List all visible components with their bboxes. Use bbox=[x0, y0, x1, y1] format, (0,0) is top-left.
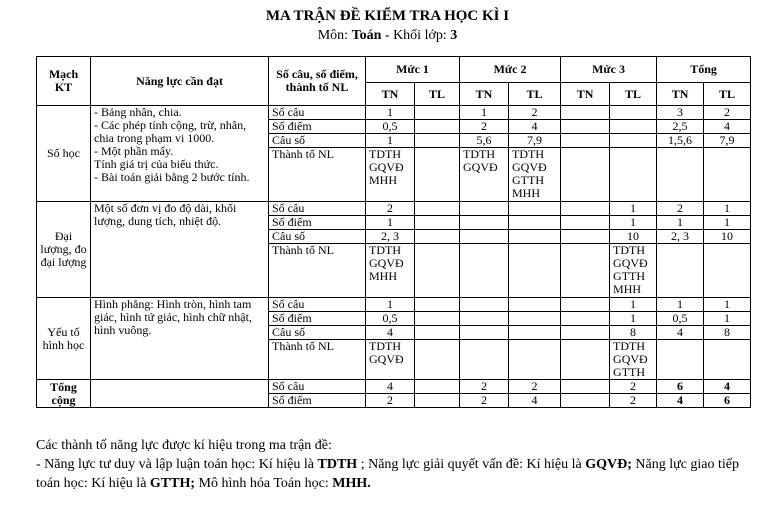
value-cell: 7,9 bbox=[704, 134, 751, 148]
competency-code: TDTH bbox=[369, 243, 401, 257]
total-value-cell: 6 bbox=[704, 394, 751, 408]
value-cell: 2, 3 bbox=[657, 230, 704, 244]
value-cell: 2, 3 bbox=[366, 230, 415, 244]
competency-code-cell bbox=[509, 244, 561, 298]
competency-code: TDTH bbox=[463, 147, 496, 161]
value-cell bbox=[415, 230, 460, 244]
value-cell bbox=[561, 326, 610, 340]
value-cell: 1 bbox=[704, 202, 751, 216]
competency-line: - Bài toán giải bằng 2 bước tính. bbox=[94, 170, 250, 184]
total-value-cell bbox=[415, 394, 460, 408]
competency-code-cell bbox=[657, 244, 704, 298]
competency-line: - Bảng nhân, chia. bbox=[94, 105, 182, 119]
header-muc1: Mức 1 bbox=[366, 57, 460, 83]
total-value-cell: 4 bbox=[366, 380, 415, 394]
value-cell bbox=[561, 216, 610, 230]
value-cell bbox=[509, 202, 561, 216]
competency-line: Hình phẳng: Hình tròn, hình tam giác, hình tứ giác, hình chữ nhật, hình vuông. bbox=[94, 297, 252, 337]
value-cell bbox=[561, 120, 610, 134]
value-cell bbox=[460, 202, 509, 216]
table-row bbox=[37, 202, 751, 216]
competency-code: GQVĐ bbox=[369, 160, 404, 174]
value-cell bbox=[610, 120, 657, 134]
section-name: Đại lượng, đo đại lượng bbox=[37, 202, 91, 298]
value-cell: 1 bbox=[610, 216, 657, 230]
value-cell: 10 bbox=[610, 230, 657, 244]
notes-text: - Năng lực tư duy và lập luận toán học: Kí hiệu là bbox=[36, 457, 318, 472]
competency-code-cell bbox=[366, 244, 415, 298]
competency-code-cell bbox=[704, 148, 751, 202]
value-cell: 1 bbox=[657, 298, 704, 312]
competency-code: MHH bbox=[512, 186, 541, 200]
notes-key: MHH. bbox=[332, 476, 371, 491]
value-cell bbox=[415, 326, 460, 340]
competency-code: GQVĐ bbox=[613, 256, 648, 270]
row-label: Thành tố NL bbox=[269, 244, 366, 298]
value-cell bbox=[415, 312, 460, 326]
competency-code: MHH bbox=[369, 269, 398, 283]
value-cell: 2 bbox=[366, 202, 415, 216]
row-label: Số câu bbox=[269, 106, 366, 120]
notes-line1: Các thành tố năng lực được kí hiệu trong ma trận đề: bbox=[36, 438, 332, 453]
section-competencies bbox=[91, 202, 269, 298]
value-cell: 1 bbox=[610, 298, 657, 312]
row-label: Số câu bbox=[269, 380, 366, 394]
notes-key: TDTH bbox=[317, 457, 358, 472]
value-cell: 2 bbox=[704, 106, 751, 120]
table-row bbox=[37, 298, 751, 312]
competency-code: GQVĐ bbox=[369, 256, 404, 270]
competency-code: GQVĐ bbox=[463, 160, 498, 174]
total-label: Tổng cộng bbox=[37, 380, 91, 408]
row-label: Số điểm bbox=[269, 120, 366, 134]
header-mach: Mạch KT bbox=[37, 57, 91, 106]
value-cell bbox=[561, 298, 610, 312]
value-cell: 1,5,6 bbox=[657, 134, 704, 148]
row-label: Số câu bbox=[269, 298, 366, 312]
value-cell: 1 bbox=[366, 298, 415, 312]
notes bbox=[36, 436, 756, 493]
header-tl: TL bbox=[509, 83, 561, 106]
value-cell: 3 bbox=[657, 106, 704, 120]
row-label: Số câu bbox=[269, 202, 366, 216]
value-cell: 10 bbox=[704, 230, 751, 244]
competency-code: GTTH bbox=[613, 269, 646, 283]
value-cell bbox=[415, 120, 460, 134]
competency-code-cell bbox=[460, 340, 509, 380]
value-cell: 4 bbox=[704, 120, 751, 134]
value-cell: 0,5 bbox=[366, 120, 415, 134]
total-value-cell: 2 bbox=[610, 394, 657, 408]
total-row bbox=[37, 380, 751, 394]
value-cell: 1 bbox=[704, 298, 751, 312]
value-cell bbox=[415, 106, 460, 120]
competency-line: - Một phần mấy. bbox=[94, 144, 174, 158]
row-label: Số điểm bbox=[269, 216, 366, 230]
value-cell: 1 bbox=[366, 106, 415, 120]
notes-key: GQVĐ; bbox=[585, 457, 632, 472]
competency-code-cell bbox=[366, 340, 415, 380]
value-cell: 4 bbox=[509, 120, 561, 134]
value-cell: 1 bbox=[460, 106, 509, 120]
total-value-cell: 2 bbox=[509, 380, 561, 394]
value-cell bbox=[415, 298, 460, 312]
value-cell bbox=[509, 216, 561, 230]
competency-code-cell bbox=[561, 340, 610, 380]
value-cell: 4 bbox=[657, 326, 704, 340]
grade-value: 3 bbox=[450, 28, 458, 43]
row-label: Số điểm bbox=[269, 312, 366, 326]
notes-text: Năng lực giao tiếp toán học: Kí hiệu là bbox=[36, 457, 740, 491]
competency-code: TDTH bbox=[512, 147, 545, 161]
row-label: Câu số bbox=[269, 134, 366, 148]
row-label: Câu số bbox=[269, 326, 366, 340]
competency-code-cell bbox=[415, 340, 460, 380]
competency-line: Tính giá trị của biểu thức. bbox=[94, 157, 219, 171]
value-cell: 1 bbox=[610, 312, 657, 326]
header-tn: TN bbox=[657, 83, 704, 106]
notes-text: Mô hình hóa Toán học: bbox=[195, 476, 333, 491]
total-value-cell: 6 bbox=[657, 380, 704, 394]
header-socau: Số câu, số điểm, thành tố NL bbox=[269, 57, 366, 106]
header-tl: TL bbox=[704, 83, 751, 106]
table-row bbox=[37, 106, 751, 120]
matrix-table bbox=[36, 56, 751, 408]
total-value-cell bbox=[561, 380, 610, 394]
row-label: Thành tố NL bbox=[269, 148, 366, 202]
competency-code-cell bbox=[704, 340, 751, 380]
value-cell bbox=[460, 312, 509, 326]
competency-code: TDTH bbox=[613, 243, 646, 257]
competency-code: GTTH bbox=[512, 173, 545, 187]
value-cell bbox=[561, 230, 610, 244]
value-cell: 1 bbox=[610, 202, 657, 216]
value-cell bbox=[460, 230, 509, 244]
header-muc2: Mức 2 bbox=[460, 57, 561, 83]
total-competencies bbox=[91, 380, 269, 408]
value-cell bbox=[509, 298, 561, 312]
competency-code: GTTH bbox=[613, 365, 646, 379]
value-cell: 2 bbox=[460, 120, 509, 134]
total-value-cell: 2 bbox=[366, 394, 415, 408]
header-tn: TN bbox=[460, 83, 509, 106]
total-value-cell: 4 bbox=[509, 394, 561, 408]
total-value-cell: 2 bbox=[460, 394, 509, 408]
value-cell bbox=[460, 216, 509, 230]
value-cell: 2,5 bbox=[657, 120, 704, 134]
competency-code: TDTH bbox=[613, 339, 646, 353]
competency-line: Một số đơn vị đo độ dài, khối lượng, dung tích, nhiệt độ. bbox=[94, 201, 237, 228]
competency-code-cell bbox=[610, 244, 657, 298]
section-competencies bbox=[91, 298, 269, 380]
competency-code: GQVĐ bbox=[369, 352, 404, 366]
competency-code-cell bbox=[460, 148, 509, 202]
value-cell: 2 bbox=[509, 106, 561, 120]
row-label: Câu số bbox=[269, 230, 366, 244]
total-value-cell: 2 bbox=[460, 380, 509, 394]
value-cell bbox=[509, 312, 561, 326]
value-cell: 1 bbox=[657, 216, 704, 230]
competency-code: MHH bbox=[369, 173, 398, 187]
value-cell: 0,5 bbox=[366, 312, 415, 326]
value-cell: 5,6 bbox=[460, 134, 509, 148]
header-tn: TN bbox=[366, 83, 415, 106]
total-value-cell bbox=[561, 394, 610, 408]
competency-code-cell bbox=[561, 244, 610, 298]
value-cell: 1 bbox=[704, 312, 751, 326]
subject-prefix: Môn: bbox=[317, 28, 352, 43]
header-tl: TL bbox=[415, 83, 460, 106]
table-body bbox=[37, 106, 751, 408]
competency-code: GQVĐ bbox=[512, 160, 547, 174]
value-cell bbox=[561, 134, 610, 148]
competency-code-cell bbox=[610, 148, 657, 202]
notes-key: GTTH; bbox=[149, 476, 196, 491]
value-cell: 1 bbox=[704, 216, 751, 230]
value-cell bbox=[460, 298, 509, 312]
competency-code-cell bbox=[415, 148, 460, 202]
value-cell bbox=[415, 202, 460, 216]
competency-code-cell bbox=[509, 340, 561, 380]
notes-line2 bbox=[36, 455, 756, 493]
row-label: Số điểm bbox=[269, 394, 366, 408]
value-cell: 2 bbox=[657, 202, 704, 216]
value-cell: 7,9 bbox=[509, 134, 561, 148]
total-value-cell: 4 bbox=[657, 394, 704, 408]
value-cell: 8 bbox=[610, 326, 657, 340]
competency-code-cell bbox=[561, 148, 610, 202]
value-cell: 1 bbox=[366, 134, 415, 148]
competency-code-cell bbox=[704, 244, 751, 298]
header-muc3: Mức 3 bbox=[561, 57, 657, 83]
value-cell bbox=[509, 230, 561, 244]
section-name: Yếu tố hình học bbox=[37, 298, 91, 380]
row-label: Thành tố NL bbox=[269, 340, 366, 380]
total-value-cell: 2 bbox=[610, 380, 657, 394]
value-cell bbox=[460, 326, 509, 340]
header-tong: Tổng bbox=[657, 57, 751, 83]
subject-name: Toán bbox=[351, 28, 382, 43]
competency-code-cell bbox=[657, 340, 704, 380]
value-cell bbox=[610, 106, 657, 120]
grade-prefix: - Khối lớp: bbox=[381, 28, 451, 43]
total-value-cell: 4 bbox=[704, 380, 751, 394]
value-cell bbox=[415, 134, 460, 148]
value-cell bbox=[415, 216, 460, 230]
competency-code: TDTH bbox=[369, 147, 401, 161]
header-tl: TL bbox=[610, 83, 657, 106]
competency-code-cell bbox=[415, 244, 460, 298]
value-cell bbox=[561, 106, 610, 120]
value-cell: 8 bbox=[704, 326, 751, 340]
competency-code-cell bbox=[460, 244, 509, 298]
value-cell: 4 bbox=[366, 326, 415, 340]
competency-code: GQVĐ bbox=[613, 352, 648, 366]
value-cell: 0,5 bbox=[657, 312, 704, 326]
value-cell bbox=[509, 326, 561, 340]
competency-line: - Các phép tính cộng, trừ, nhân, chia trong phạm vi 1000. bbox=[94, 118, 247, 145]
competency-code-cell bbox=[657, 148, 704, 202]
header-tn: TN bbox=[561, 83, 610, 106]
page-title: MA TRẬN ĐỀ KIỂM TRA HỌC KÌ I bbox=[265, 8, 510, 24]
competency-code: MHH bbox=[613, 282, 642, 296]
page-subtitle bbox=[0, 28, 775, 44]
total-value-cell bbox=[415, 380, 460, 394]
value-cell bbox=[561, 312, 610, 326]
value-cell bbox=[610, 134, 657, 148]
section-name: Số học bbox=[37, 106, 91, 202]
competency-code-cell bbox=[509, 148, 561, 202]
value-cell: 1 bbox=[366, 216, 415, 230]
section-competencies bbox=[91, 106, 269, 202]
value-cell bbox=[561, 202, 610, 216]
header-nangluc: Năng lực cần đạt bbox=[91, 57, 269, 106]
notes-text: ; Năng lực giải quyết vấn đề: Kí hiệu là bbox=[357, 457, 586, 472]
competency-code-cell bbox=[610, 340, 657, 380]
competency-code-cell bbox=[366, 148, 415, 202]
competency-code: TDTH bbox=[369, 339, 401, 353]
